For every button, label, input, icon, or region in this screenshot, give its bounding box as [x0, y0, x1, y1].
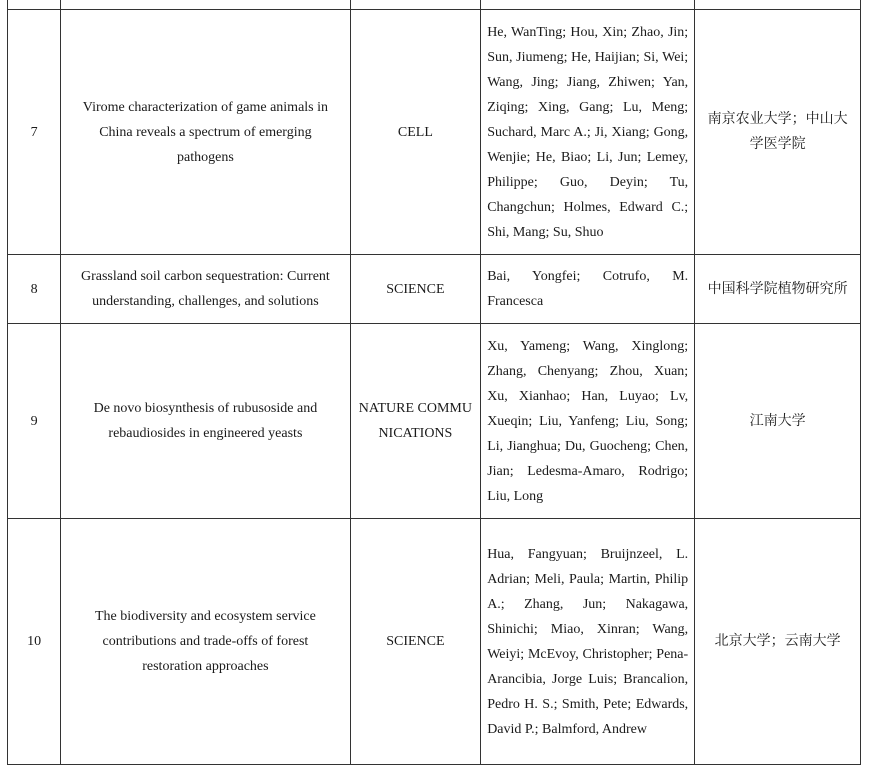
paper-title: Virome characterization of game animals in China reveals a spectrum of emerging pathogens [61, 10, 350, 255]
paper-title: De novo biosynthesis of rubusoside and rebaudiosides in engineered yeasts [61, 324, 350, 519]
author-list: He, WanTing; Hou, Xin; Zhao, Jin; Sun, Jiumeng; He, Haijian; Si, Wei; Wang, Jing; Jiang, Zhiwen; Yan, Ziqing; Xing, Gang; Lu, Meng; Suchard, Marc A.; Ji, Xiang; Gong, Wenjie; He, Biao; Li, Jun; Lemey, Philippe; Guo, Deyin; Tu, Changchun; Holmes, Edward C.; Shi, Mang; Su, Shuo [481, 10, 695, 255]
table-row [8, 255, 861, 324]
paper-title: The biodiversity and ecosystem service contributions and trade-offs of forest restoration approaches [61, 519, 350, 765]
paper-title: Grassland soil carbon sequestration: Current understanding, challenges, and solutions [61, 255, 350, 324]
institution: 中国科学院植物研究所 [695, 255, 861, 324]
journal-name: SCIENCE [350, 519, 481, 765]
author-list: Xu, Yameng; Wang, Xinglong; Zhang, Chenyang; Zhou, Xuan; Xu, Xianhao; Han, Luyao; Lv, Xueqin; Liu, Yanfeng; Liu, Song; Li, Jianghua; Du, Guocheng; Chen, Jian; Ledesma-Amaro, Rodrigo; Liu, Long [481, 324, 695, 519]
papers-table [7, 0, 861, 765]
row-number: 7 [8, 10, 61, 255]
institution: 北京大学；云南大学 [695, 519, 861, 765]
institution: 江南大学 [695, 324, 861, 519]
table-row [8, 519, 861, 765]
row-number: 9 [8, 324, 61, 519]
table-row-continued [8, 0, 861, 10]
table-row [8, 324, 861, 519]
journal-name: NATURE COMMUNICATIONS [350, 324, 481, 519]
journal-name: CELL [350, 10, 481, 255]
row-number: 8 [8, 255, 61, 324]
author-list: Bai, Yongfei; Cotrufo, M. Francesca [481, 255, 695, 324]
institution: 南京农业大学；中山大学医学院 [695, 10, 861, 255]
author-list: Hua, Fangyuan; Bruijnzeel, L. Adrian; Meli, Paula; Martin, Philip A.; Zhang, Jun; Nakagawa, Shinichi; Miao, Xinran; Wang, Weiyi; McEvoy, Christopher; Pena-Arancibia, Jorge Luis; Brancalion, Pedro H. S.; Smith, Pete; Edwards, David P.; Balmford, Andrew [481, 519, 695, 765]
table-row [8, 10, 861, 255]
row-number: 10 [8, 519, 61, 765]
journal-name: SCIENCE [350, 255, 481, 324]
